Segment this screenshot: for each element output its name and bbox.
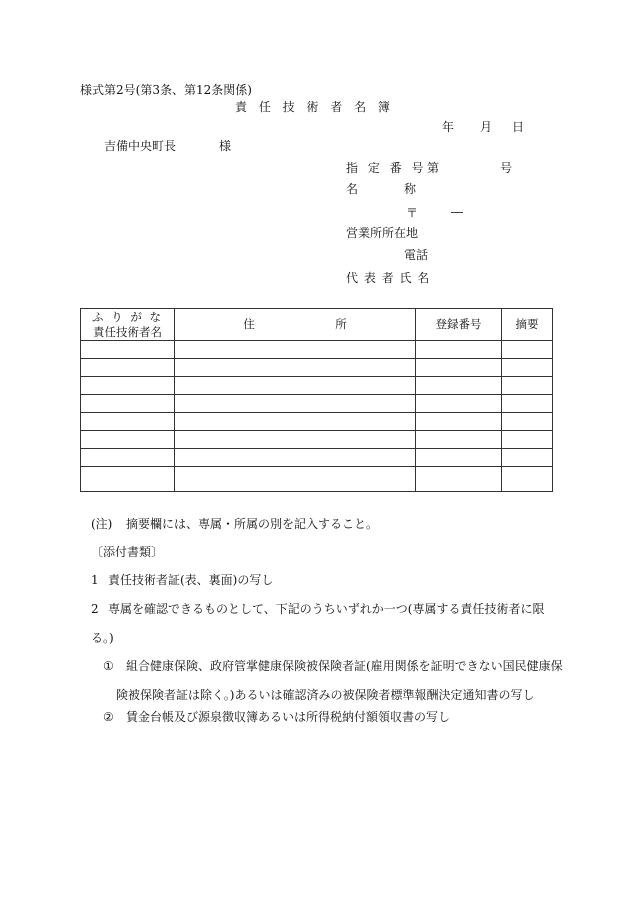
table-row (81, 449, 553, 467)
cell-address (175, 413, 416, 431)
representative-label: 代 表 者 氏 名 (346, 271, 431, 285)
date-year: 年 (442, 120, 455, 134)
table-header-row (81, 309, 553, 341)
designation-prefix: 第 (427, 161, 440, 175)
postal-mark: 〒 (406, 206, 419, 220)
cell-technician-name (81, 431, 175, 449)
designation-number-label: 指 定 番 号 (346, 161, 427, 175)
table-row (81, 395, 553, 413)
cell-technician-name (81, 467, 175, 492)
cell-address (175, 377, 416, 395)
designation-suffix: 号 (500, 161, 513, 175)
postal-dash: ― (451, 205, 463, 219)
cell-technician-name (81, 395, 175, 413)
header-technician-name (81, 309, 175, 341)
cell-address (175, 431, 416, 449)
cell-technician-name (81, 359, 175, 377)
header-remarks: 摘要 (502, 309, 553, 341)
cell-remarks (502, 413, 553, 431)
cell-technician-name (81, 449, 175, 467)
table-body (81, 341, 553, 492)
cell-remarks (502, 449, 553, 467)
cell-registration-number (416, 413, 502, 431)
cell-remarks (502, 431, 553, 449)
header-address: 住 所 (175, 309, 416, 341)
cell-registration-number (416, 431, 502, 449)
table-row (81, 359, 553, 377)
technician-register-table (80, 308, 553, 492)
header-registration-number: 登録番号 (416, 309, 502, 341)
office-address-label: 営業所所在地 (346, 226, 419, 240)
addressee-honorific: 様 (219, 139, 232, 153)
sub1-text-line2: 険被保険者証は除く。)あるいは確認済みの被保険者標準報酬決定通知書の写し (116, 688, 535, 702)
cell-registration-number (416, 467, 502, 492)
attachments-heading: 〔添付書類〕 (91, 545, 164, 559)
item2-text-line1: 専属を確認できるものとして、下記のうちいずれか一つ(専属する責任技術者に限 (108, 602, 545, 616)
addressee-name: 吉備中央町長 (104, 139, 177, 153)
cell-address (175, 359, 416, 377)
cell-registration-number (416, 395, 502, 413)
cell-registration-number (416, 377, 502, 395)
note-text: 摘要欄には、専属・所属の別を記入すること。 (126, 517, 379, 531)
name-label-second: 称 (404, 182, 417, 196)
note-label: (注) (91, 517, 113, 531)
sub1-text-line1: 組合健康保険、政府管掌健康保険被保険者証(雇用関係を証明できない国民健康保 (126, 659, 563, 673)
cell-technician-name (81, 413, 175, 431)
cell-technician-name (81, 341, 175, 359)
cell-registration-number (416, 449, 502, 467)
cell-remarks (502, 341, 553, 359)
cell-remarks (502, 467, 553, 492)
sub2-text: 賃金台帳及び源泉徴収簿あるいは所得税納付額領収書の写し (126, 710, 451, 724)
date-day: 日 (512, 120, 525, 134)
table-row (81, 431, 553, 449)
date-month: 月 (480, 120, 493, 134)
cell-address (175, 395, 416, 413)
header-furigana: ふ り が な (92, 310, 163, 325)
sub1-number: ① (103, 659, 114, 673)
table-row (81, 377, 553, 395)
sub2-number: ② (103, 710, 114, 724)
cell-remarks (502, 395, 553, 413)
table-row (81, 413, 553, 431)
table-row (81, 467, 553, 492)
item1-number: 1 (91, 573, 99, 587)
name-label-first: 名 (346, 182, 359, 196)
cell-address (175, 449, 416, 467)
header-name-label: 責任技術者名 (93, 324, 162, 339)
cell-address (175, 467, 416, 492)
item2-text-line2: る。) (91, 631, 114, 645)
form-number: 様式第2号(第3条、第12条関係) (80, 83, 252, 97)
cell-registration-number (416, 359, 502, 377)
cell-registration-number (416, 341, 502, 359)
phone-label: 電話 (404, 248, 429, 262)
table-row (81, 341, 553, 359)
cell-remarks (502, 359, 553, 377)
cell-remarks (502, 377, 553, 395)
item2-number: 2 (91, 602, 99, 616)
item1-text: 責任技術者証(表、裏面)の写し (108, 573, 274, 587)
document-title: 責 任 技 術 者 名 簿 (235, 100, 394, 114)
cell-address (175, 341, 416, 359)
cell-technician-name (81, 377, 175, 395)
